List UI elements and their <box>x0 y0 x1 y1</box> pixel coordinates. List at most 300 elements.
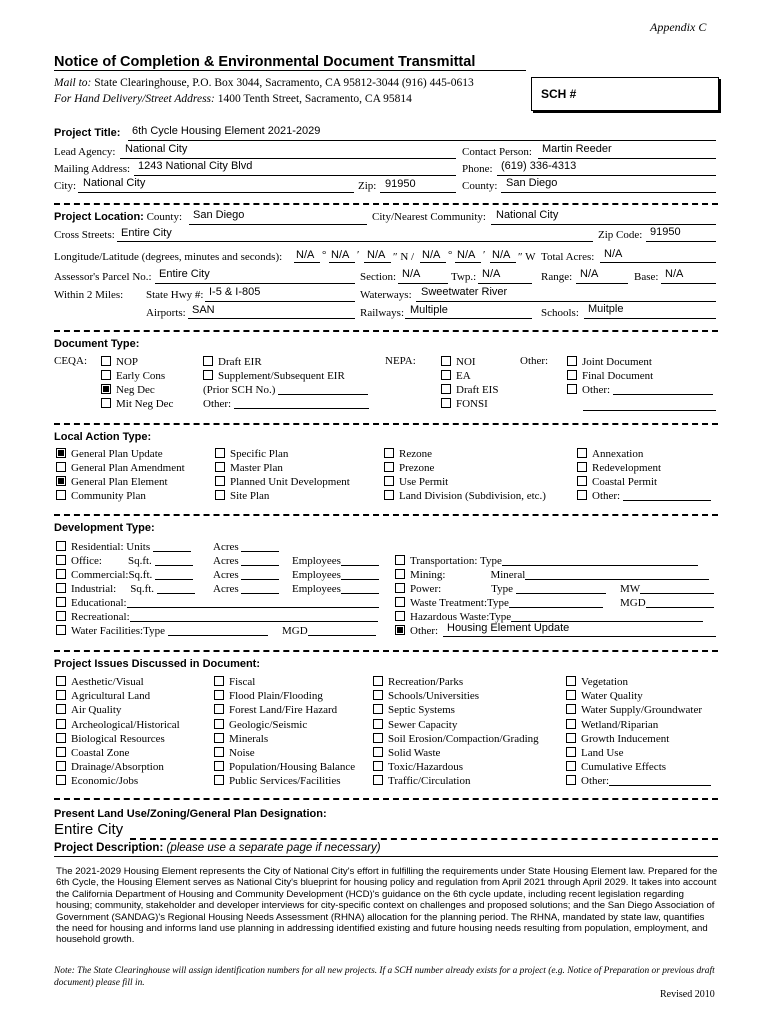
acres-field[interactable] <box>241 583 279 594</box>
checkbox[interactable] <box>566 747 576 757</box>
commercial-acres <box>213 568 279 582</box>
option-label: Water Facilities: <box>71 625 144 637</box>
checkbox[interactable] <box>395 569 405 579</box>
option-label: FONSI <box>456 398 488 410</box>
option-label: Commercial: <box>71 569 129 581</box>
waste-type-field[interactable] <box>509 597 603 608</box>
option-label: Redevelopment <box>592 462 662 474</box>
issue-item[interactable] <box>373 689 479 703</box>
issue-item[interactable] <box>566 732 669 746</box>
option-label: Air Quality <box>71 704 122 717</box>
sqft-field[interactable] <box>157 583 195 594</box>
checkbox[interactable] <box>214 690 224 700</box>
project-title-field[interactable]: 6th Cycle Housing Element 2021-2029 <box>132 125 321 137</box>
location-county-underline <box>189 224 367 225</box>
option-label: Other: <box>582 384 611 396</box>
lat-min-field[interactable]: N/A <box>331 249 350 261</box>
issue-item[interactable] <box>566 703 702 717</box>
other-joint-document[interactable] <box>567 355 652 369</box>
waterways-field[interactable]: Sweetwater River <box>421 286 508 298</box>
transportation-field[interactable] <box>502 555 698 566</box>
lat-deg-underline <box>294 262 320 263</box>
ceqa-early-cons[interactable] <box>101 369 165 383</box>
checkbox[interactable] <box>577 476 587 486</box>
section-divider <box>54 330 718 332</box>
phone-field[interactable]: (619) 336-4313 <box>501 160 577 172</box>
ceqa-label: CEQA: <box>54 355 87 367</box>
acres-field[interactable] <box>241 569 279 580</box>
option-label: Schools/Universities <box>388 690 480 703</box>
range-field[interactable]: N/A <box>580 268 599 280</box>
water-mgd-field[interactable] <box>308 625 376 636</box>
option-label: Coastal Permit <box>592 476 658 488</box>
issue-item[interactable] <box>373 718 457 732</box>
zip-code-label: Zip Code: <box>598 229 643 241</box>
option-label: Waste Treatment: <box>410 597 488 609</box>
land-use-heading: Present Land Use/Zoning/General Plan Designation: <box>54 808 327 820</box>
option-label: Wetland/Riparian <box>581 718 659 731</box>
option-label: Final Document <box>582 370 654 382</box>
checkbox-checked[interactable] <box>101 384 111 394</box>
option-label: Educational: <box>71 597 127 609</box>
cross-streets-label: Cross Streets: <box>54 229 115 241</box>
checkbox[interactable] <box>56 583 66 593</box>
issue-item[interactable] <box>56 760 164 774</box>
checkbox[interactable] <box>384 462 394 472</box>
document-type-heading: Document Type: <box>54 338 140 350</box>
checkbox[interactable] <box>56 490 66 500</box>
state-hwy-field[interactable]: I-5 & I-805 <box>209 286 261 298</box>
twp-underline <box>478 283 532 284</box>
other-final-document[interactable] <box>567 369 653 383</box>
issue-item[interactable] <box>373 774 471 788</box>
project-location-line <box>54 211 182 223</box>
sqft-field[interactable] <box>155 555 193 566</box>
option-label: Water Supply/Groundwater <box>581 704 702 717</box>
hazardous-type-field[interactable] <box>511 611 703 622</box>
checkbox[interactable] <box>373 733 383 743</box>
issue-other-field[interactable] <box>609 775 711 786</box>
base-field[interactable]: N/A <box>665 268 684 280</box>
mw-label: MW <box>620 583 641 595</box>
employees-label: Employees <box>292 583 341 595</box>
lon-min-field[interactable]: N/A <box>457 249 476 261</box>
checkbox-checked[interactable] <box>395 625 405 635</box>
section-divider <box>130 838 718 840</box>
acres-label: Acres <box>213 583 239 595</box>
schools-underline <box>584 318 716 319</box>
issue-item[interactable] <box>566 675 628 689</box>
type-label: Type <box>487 597 509 609</box>
action-site-plan[interactable] <box>215 489 269 503</box>
checkbox[interactable] <box>214 761 224 771</box>
checkbox[interactable] <box>215 462 225 472</box>
option-label: Other: <box>410 625 439 637</box>
checkbox[interactable] <box>373 719 383 729</box>
checkbox[interactable] <box>214 704 224 714</box>
section-label: Section: <box>360 271 397 283</box>
form-title: Notice of Completion & Environmental Document Transmittal <box>54 54 476 70</box>
airports-label: Airports: <box>146 307 186 319</box>
industrial-employees <box>292 582 379 596</box>
issue-item[interactable] <box>214 732 268 746</box>
lon-min-underline <box>455 262 481 263</box>
option-label: Site Plan <box>230 490 270 502</box>
checkbox[interactable] <box>56 541 66 551</box>
checkbox[interactable] <box>441 398 451 408</box>
twp-field[interactable]: N/A <box>482 268 501 280</box>
dev-educational[interactable] <box>56 596 379 610</box>
county-field[interactable]: San Diego <box>506 177 558 189</box>
apn-field[interactable]: Entire City <box>159 268 210 280</box>
contact-person-field[interactable]: Martin Reeder <box>542 143 612 155</box>
recreational-field[interactable] <box>130 611 378 622</box>
mineral-field[interactable] <box>525 569 709 580</box>
lead-agency-label: Lead Agency: <box>54 146 116 158</box>
option-label: Mit Neg Dec <box>116 398 174 410</box>
prior-sch-field[interactable] <box>278 384 368 395</box>
checkbox[interactable] <box>56 733 66 743</box>
action-master-plan[interactable] <box>215 461 283 475</box>
checkbox[interactable] <box>215 448 225 458</box>
checkbox[interactable] <box>373 747 383 757</box>
issue-item[interactable] <box>56 774 138 788</box>
action-general-plan-amendment[interactable] <box>56 461 185 475</box>
option-label: Drainage/Absorption <box>71 761 164 774</box>
checkbox[interactable] <box>567 384 577 394</box>
checkbox[interactable] <box>215 490 225 500</box>
dev-other[interactable] <box>395 624 438 638</box>
checkbox[interactable] <box>373 676 383 686</box>
checkbox[interactable] <box>566 733 576 743</box>
checkbox[interactable] <box>56 611 66 621</box>
checkbox-checked[interactable] <box>56 476 66 486</box>
option-label: Office: <box>71 555 102 567</box>
mailing-address-label: Mailing Address: <box>54 163 131 175</box>
issue-item[interactable] <box>56 703 121 717</box>
sqft-label: Sq.ft. <box>130 583 155 595</box>
issue-item[interactable] <box>56 746 129 760</box>
option-label: EA <box>456 370 471 382</box>
option-label: Draft EIR <box>218 356 262 368</box>
option-label: Economic/Jobs <box>71 775 139 788</box>
title-rule <box>54 70 526 71</box>
checkbox[interactable] <box>373 761 383 771</box>
option-label: Vegetation <box>581 676 629 688</box>
nepa-ea[interactable] <box>441 369 471 383</box>
employees-field[interactable] <box>341 583 379 594</box>
educational-field[interactable] <box>127 597 379 608</box>
ceqa-supplement-eir[interactable] <box>203 369 345 383</box>
issue-item[interactable] <box>566 718 658 732</box>
checkbox[interactable] <box>56 569 66 579</box>
nepa-draft-eis[interactable] <box>441 383 498 397</box>
issue-item[interactable] <box>56 718 180 732</box>
checkbox[interactable] <box>203 370 213 380</box>
lon-sec-field[interactable]: N/A <box>492 249 511 261</box>
waterways-label: Waterways: <box>360 289 412 301</box>
range-label: Range: <box>541 271 573 283</box>
checkbox[interactable] <box>373 704 383 714</box>
land-use-field[interactable]: Entire City <box>54 821 124 838</box>
acres-field[interactable] <box>241 541 279 552</box>
issue-item[interactable] <box>566 746 623 760</box>
type-label: Type <box>491 583 514 595</box>
option-label: Annexation <box>592 448 644 460</box>
checkbox[interactable] <box>214 676 224 686</box>
option-label: Supplement/Subsequent EIR <box>218 370 345 382</box>
project-title-label: Project Title: <box>54 127 121 139</box>
ceqa-draft-eir[interactable] <box>203 355 262 369</box>
action-redevelopment[interactable] <box>577 461 661 475</box>
checkbox[interactable] <box>56 704 66 714</box>
other-other-field[interactable] <box>613 384 713 395</box>
checkbox[interactable] <box>373 775 383 785</box>
issue-item[interactable] <box>373 746 440 760</box>
checkbox[interactable] <box>567 370 577 380</box>
issue-item[interactable] <box>214 746 255 760</box>
airports-field[interactable]: SAN <box>192 304 215 316</box>
range-underline <box>576 283 628 284</box>
action-general-plan-element[interactable] <box>56 475 168 489</box>
power-mw <box>620 582 714 596</box>
mail-to-label: Mail to: <box>54 77 92 89</box>
option-label: Mining: <box>410 569 446 581</box>
checkbox[interactable] <box>577 462 587 472</box>
cross-streets-underline <box>117 241 593 242</box>
checkbox-checked[interactable] <box>56 448 66 458</box>
railways-field[interactable]: Multiple <box>410 304 448 316</box>
state-hwy-label: State Hwy #: <box>146 289 204 301</box>
option-label: Planned Unit Development <box>230 476 350 488</box>
dev-residential[interactable] <box>56 540 191 554</box>
dev-water-facilities[interactable] <box>56 624 268 638</box>
checkbox[interactable] <box>56 719 66 729</box>
option-label: Community Plan <box>71 490 146 502</box>
option-label: Population/Housing Balance <box>229 761 356 774</box>
checkbox[interactable] <box>56 597 66 607</box>
dev-industrial[interactable] <box>56 582 195 596</box>
checkbox[interactable] <box>214 775 224 785</box>
waste-mgd-field[interactable] <box>646 597 714 608</box>
project-description-label: Project Description: <box>54 842 164 854</box>
ceqa-other <box>203 397 369 411</box>
action-planned-unit-development[interactable] <box>215 475 350 489</box>
checkbox[interactable] <box>56 676 66 686</box>
nepa-noi[interactable] <box>441 355 476 369</box>
residential-acres <box>213 540 279 554</box>
issue-item[interactable] <box>373 703 455 717</box>
checkbox[interactable] <box>384 490 394 500</box>
checkbox[interactable] <box>395 597 405 607</box>
dev-power[interactable] <box>395 582 606 596</box>
city-field[interactable]: National City <box>83 177 146 189</box>
issue-item[interactable] <box>214 774 341 788</box>
option-label: General Plan Amendment <box>71 462 185 474</box>
checkbox[interactable] <box>566 704 576 714</box>
checkbox[interactable] <box>101 398 111 408</box>
office-employees <box>292 554 379 568</box>
zip-field[interactable]: 91950 <box>385 178 416 190</box>
employees-field[interactable] <box>341 569 379 580</box>
checkbox[interactable] <box>56 690 66 700</box>
seconds-north-symbol: ″ N / <box>393 251 415 263</box>
dev-waste-treatment[interactable] <box>395 596 603 610</box>
lead-agency-field[interactable]: National City <box>125 143 188 155</box>
cross-streets-field[interactable]: Entire City <box>121 227 172 239</box>
checkbox[interactable] <box>56 462 66 472</box>
action-rezone[interactable] <box>384 447 432 461</box>
hand-delivery-label: For Hand Delivery/Street Address: <box>54 93 215 105</box>
checkbox[interactable] <box>56 555 66 565</box>
checkbox[interactable] <box>214 733 224 743</box>
waterways-underline <box>416 301 716 302</box>
location-county-field[interactable]: San Diego <box>193 209 245 221</box>
checkbox[interactable] <box>395 555 405 565</box>
checkbox[interactable] <box>101 370 111 380</box>
action-other[interactable] <box>577 489 711 503</box>
sch-number-box[interactable] <box>531 77 719 111</box>
checkbox[interactable] <box>214 719 224 729</box>
dev-commercial[interactable] <box>56 568 193 582</box>
mailing-address-underline <box>134 175 456 176</box>
action-community-plan[interactable] <box>56 489 146 503</box>
checkbox[interactable] <box>441 384 451 394</box>
option-label: Toxic/Hazardous <box>388 761 463 774</box>
checkbox[interactable] <box>384 476 394 486</box>
other-other[interactable] <box>567 383 713 397</box>
sqft-field[interactable] <box>155 569 193 580</box>
units-field[interactable] <box>153 541 191 552</box>
power-mw-field[interactable] <box>640 583 714 594</box>
nepa-fonsi[interactable] <box>441 397 488 411</box>
commercial-employees <box>292 568 379 582</box>
checkbox[interactable] <box>215 476 225 486</box>
total-acres-field[interactable]: N/A <box>604 248 623 260</box>
option-label: Draft EIS <box>456 384 499 396</box>
checkbox[interactable] <box>395 583 405 593</box>
section-field[interactable]: N/A <box>402 268 421 280</box>
issue-item[interactable] <box>56 732 165 746</box>
acres-field[interactable] <box>241 555 279 566</box>
checkbox[interactable] <box>203 356 213 366</box>
schools-field[interactable]: Muitple <box>588 303 624 315</box>
checkbox[interactable] <box>56 775 66 785</box>
action-use-permit[interactable] <box>384 475 448 489</box>
checkbox[interactable] <box>566 690 576 700</box>
acres-label: Acres <box>213 541 239 553</box>
nearest-community-field[interactable]: National City <box>496 209 559 221</box>
zip-code-field[interactable]: 91950 <box>650 226 681 238</box>
issue-item[interactable] <box>373 732 539 746</box>
dev-other-field[interactable]: Housing Element Update <box>447 622 570 634</box>
nearest-community-label: City/Nearest Community: <box>372 211 486 223</box>
option-label: Fiscal <box>229 676 256 688</box>
lat-sec-field[interactable]: N/A <box>367 249 386 261</box>
checkbox[interactable] <box>566 761 576 771</box>
nepa-label: NEPA: <box>385 355 416 367</box>
issue-item[interactable] <box>214 703 337 717</box>
issue-item[interactable] <box>214 718 307 732</box>
mailing-address-field[interactable]: 1243 National City Blvd <box>138 160 253 172</box>
lat-sec-underline <box>364 262 391 263</box>
checkbox[interactable] <box>577 490 587 500</box>
checkbox[interactable] <box>441 370 451 380</box>
issue-item[interactable] <box>56 675 144 689</box>
power-type-field[interactable] <box>516 583 606 594</box>
lead-agency-underline <box>120 158 456 159</box>
checkbox[interactable] <box>395 611 405 621</box>
option-label: Soil Erosion/Compaction/Grading <box>388 732 539 745</box>
water-type-field[interactable] <box>168 625 268 636</box>
project-description-hint: (please use a separate page if necessary) <box>166 842 381 854</box>
other-other-underline-2 <box>583 410 716 411</box>
action-other-field[interactable] <box>623 490 711 501</box>
checkbox[interactable] <box>56 747 66 757</box>
employees-label: Employees <box>292 569 341 581</box>
city-underline <box>78 192 354 193</box>
issue-item[interactable] <box>214 689 323 703</box>
action-specific-plan[interactable] <box>215 447 288 461</box>
lat-deg-field[interactable]: N/A <box>296 249 315 261</box>
ceqa-other-field[interactable] <box>234 398 369 409</box>
ceqa-mit-neg-dec[interactable] <box>101 397 173 411</box>
issue-item[interactable] <box>214 760 355 774</box>
action-general-plan-update[interactable] <box>56 447 163 461</box>
mgd-label: MGD <box>282 625 308 637</box>
checkbox[interactable] <box>566 719 576 729</box>
dev-recreational[interactable] <box>56 610 378 624</box>
action-coastal-permit[interactable] <box>577 475 657 489</box>
dev-office[interactable] <box>56 554 193 568</box>
dev-transportation[interactable] <box>395 554 698 568</box>
project-description-text[interactable]: The 2021-2029 Housing Element represents the City of National City's effort in fulfilling the requirements under State Housing Element law. Prepared for the 6th Cycle, the Housing Element serves as National City's blueprint for housing policy and regulation from April 2021 through April 2029. It takes into account the California Department of Housing and Community Development (HCD)'s guidance on the 6th cycle update, including recent legislation regarding housing; community, stakeholder and developer interviews for city-specific context on challenges and proposed solutions; and the San Diego Association of Government (SANDAG)'s Regional Housing Needs Assessment (RHNA) allocation for the planning period. The RHNA, mandated by state law, quantifies the need for housing and informs land use planning in addressing identified existing and future housing needs resulting from population, employment, and household growth. <box>56 866 718 946</box>
action-land-division[interactable] <box>384 489 546 503</box>
action-annexation[interactable] <box>577 447 643 461</box>
checkbox[interactable] <box>441 356 451 366</box>
issue-item[interactable] <box>214 675 255 689</box>
issue-item[interactable] <box>566 774 711 788</box>
option-label: Industrial: <box>71 583 117 595</box>
section-divider <box>54 423 718 425</box>
issue-item[interactable] <box>373 675 463 689</box>
checkbox[interactable] <box>373 690 383 700</box>
issue-item[interactable] <box>56 689 150 703</box>
checkbox[interactable] <box>566 775 576 785</box>
issue-item[interactable] <box>566 760 666 774</box>
dev-mining[interactable] <box>395 568 709 582</box>
lon-deg-field[interactable]: N/A <box>422 249 441 261</box>
option-label: Geologic/Seismic <box>229 718 308 731</box>
checkbox[interactable] <box>56 625 66 635</box>
doc-other-label: Other: <box>520 355 549 367</box>
mgd-label: MGD <box>620 597 646 609</box>
checkbox[interactable] <box>384 448 394 458</box>
checkbox[interactable] <box>56 761 66 771</box>
checkbox[interactable] <box>101 356 111 366</box>
checkbox[interactable] <box>214 747 224 757</box>
checkbox[interactable] <box>566 676 576 686</box>
issue-item[interactable] <box>566 689 643 703</box>
issue-item[interactable] <box>373 760 463 774</box>
ceqa-nop[interactable] <box>101 355 138 369</box>
checkbox[interactable] <box>577 448 587 458</box>
employees-field[interactable] <box>341 555 379 566</box>
checkbox[interactable] <box>567 356 577 366</box>
action-prezone[interactable] <box>384 461 434 475</box>
mineral-label: Mineral <box>490 569 526 581</box>
ceqa-neg-dec[interactable] <box>101 383 155 397</box>
